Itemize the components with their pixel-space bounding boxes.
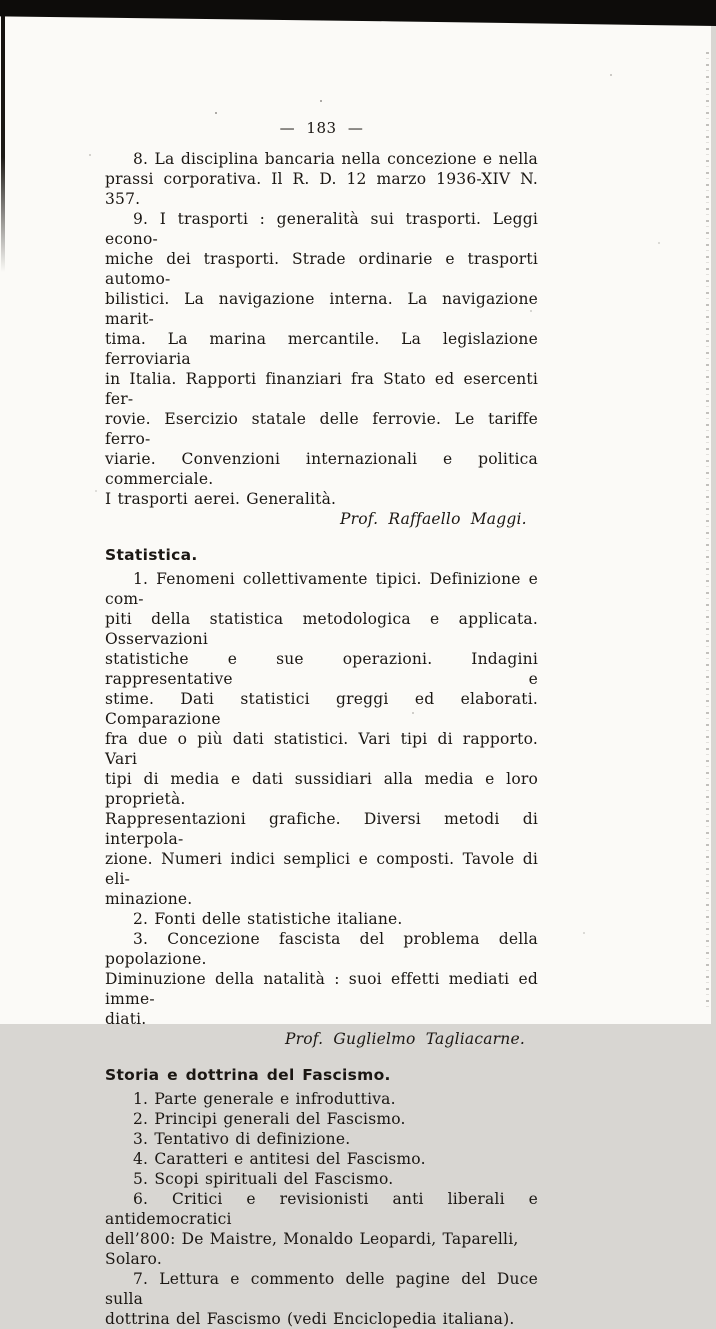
text-line: piti della statistica metodologica e applicata. Osservazioni: [105, 610, 538, 648]
page-number: — 183 —: [279, 119, 364, 137]
section-heading: Statistica.: [105, 546, 198, 564]
text-line: fra due o più dati statistici. Vari tipi di rapporto. Vari: [105, 730, 538, 768]
section-heading: Storia e dottrina del Fascismo.: [105, 1066, 391, 1084]
text-line: 2. Fonti delle statistiche italiane.: [133, 910, 403, 928]
paragraph: [105, 209, 538, 509]
paragraph: [105, 1269, 538, 1329]
scan-speck: [610, 74, 612, 76]
text-line: 7. Lettura e commento delle pagine del Duce sulla: [105, 1270, 538, 1308]
text-line: statistiche e sue operazioni. Indagini rappresentative e: [105, 650, 538, 688]
scan-artifact-left-edge: [1, 16, 5, 272]
text-line: 6. Critici e revisionisti anti liberali e antidemocratici: [105, 1190, 538, 1228]
scan-speck: [583, 932, 585, 934]
text-line: Rappresentazioni grafiche. Diversi metodi di interpola-: [105, 810, 538, 848]
paragraph: [105, 909, 538, 929]
text-line: 1. Fenomeni collettivamente tipici. Definizione e com-: [105, 570, 538, 608]
page-content: [105, 0, 538, 1329]
text-line: 3. Tentativo di definizione.: [133, 1130, 351, 1148]
paragraph: [105, 929, 538, 1029]
text-line: 9. I trasporti : generalità sui trasporti. Leggi econo-: [105, 210, 538, 248]
text-line: miche dei trasporti. Strade ordinarie e trasporti automo-: [105, 250, 538, 288]
text-line: 5. Scopi spirituali del Fascismo.: [133, 1170, 394, 1188]
text-line: bilistici. La navigazione interna. La navigazione marit-: [105, 290, 538, 328]
text-line: 8. La disciplina bancaria nella concezione e nella: [133, 150, 538, 168]
text-line: in Italia. Rapporti finanziari fra Stato ed esercenti fer-: [105, 370, 538, 408]
text-line: Diminuzione della natalità : suoi effetti mediati ed imme-: [105, 970, 538, 1008]
scan-speck: [95, 490, 97, 492]
paragraph: [105, 149, 538, 209]
professor-signature: Prof. Guglielmo Tagliacarne.: [285, 1030, 525, 1048]
text-line: 2. Principi generali del Fascismo.: [133, 1110, 406, 1128]
text-line: prassi corporativa. Il R. D. 12 marzo 1936-XIV N. 357.: [105, 170, 538, 208]
paragraph: [105, 1129, 538, 1149]
text-line: rovie. Esercizio statale delle ferrovie. Le tariffe ferro-: [105, 410, 538, 448]
text-line: 1. Parte generale e infroduttiva.: [133, 1090, 396, 1108]
text-line: 3. Concezione fascista del problema della popolazione.: [105, 930, 538, 968]
text-line: stime. Dati statistici greggi ed elaborati. Comparazione: [105, 690, 538, 728]
scan-speck: [89, 154, 91, 156]
professor-signature: Prof. Raffaello Maggi.: [340, 510, 527, 528]
paragraph: [105, 569, 538, 909]
text-line: I trasporti aerei. Generalità.: [105, 490, 337, 508]
paragraph: [105, 1109, 538, 1129]
scan-speck: [658, 242, 660, 244]
text-line: tipi di media e dati sussidiari alla media e loro proprietà.: [105, 770, 538, 808]
text-line: zione. Numeri indici semplici e composti. Tavole di eli-: [105, 850, 538, 888]
text-line: 4. Caratteri e antitesi del Fascismo.: [133, 1150, 426, 1168]
scan-artifact-right-edge: [706, 52, 709, 1010]
text-line: dottrina del Fascismo (vedi Enciclopedia italiana).: [105, 1310, 515, 1328]
text-line: minazione.: [105, 890, 193, 908]
text-blocks: [105, 149, 538, 1329]
text-line: tima. La marina mercantile. La legislazione ferroviaria: [105, 330, 538, 368]
text-line: diati.: [105, 1010, 147, 1028]
text-line: dell’800: De Maistre, Monaldo Leopardi, Taparelli, Solaro.: [105, 1230, 519, 1268]
paragraph: [105, 1149, 538, 1169]
paragraph: [105, 1189, 538, 1269]
paragraph: [105, 1169, 538, 1189]
paragraph: [105, 1089, 538, 1109]
text-line: viarie. Convenzioni internazionali e politica commerciale.: [105, 450, 538, 488]
